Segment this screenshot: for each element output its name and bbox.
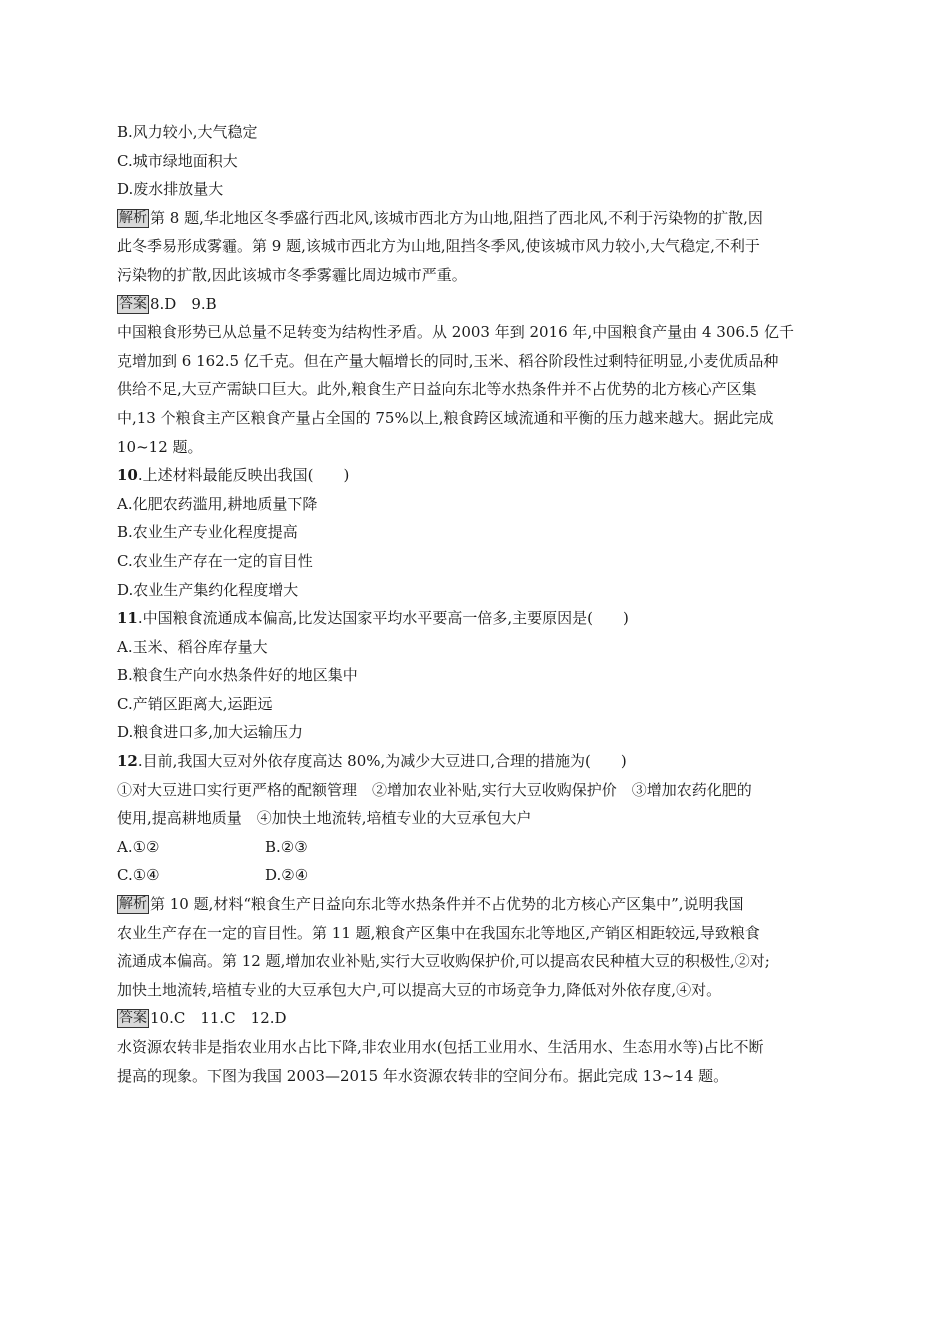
q11-option-a: A.玉米、稻谷库存量大 [117, 637, 268, 656]
analysis-8-9 [117, 204, 832, 290]
q11-option-b: B.粮食生产向水热条件好的地区集中 [117, 666, 358, 685]
q10-option-b: B.农业生产专业化程度提高 [117, 523, 298, 542]
material-line: 中,13 个粮食主产区粮食产量占全国的 75%以上,粮食跨区域流通和平衡的压力越来越大。据此完成 [117, 408, 774, 427]
q12-option-b: B.②③ [265, 837, 308, 856]
analysis-10-12 [117, 890, 832, 1004]
q12-option-c: C.①④ [117, 866, 160, 885]
question-number: 10 [117, 466, 138, 485]
analysis-line: 此冬季易形成雾霾。第 9 题,该城市西北方为山地,阻挡冬季风,使该城市风力较小,大气稳定,不利于 [117, 237, 760, 256]
material-line: 水资源农转非是指农业用水占比下降,非农业用水(包括工业用水、生活用水、生态用水等)占比不断 [117, 1038, 764, 1056]
q9-option-c: C.城市绿地面积大 [117, 151, 238, 170]
q11-option-d: D.粮食进口多,加大运输压力 [117, 723, 304, 742]
question-number: 12 [117, 752, 138, 771]
analysis-line: 污染物的扩散,因此该城市冬季雾霾比周边城市严重。 [117, 265, 467, 284]
answer-tag: 答案 [119, 295, 147, 312]
question-number: 11 [117, 609, 138, 628]
answer-tag: 答案 [119, 1010, 147, 1027]
answer-text: 8.D 9.B [150, 294, 217, 313]
material-line: 供给不足,大豆产需缺口巨大。此外,粮食生产日益向东北等水热条件并不占优势的北方核心产区集 [117, 380, 757, 399]
q12-option-a: A.①② [117, 837, 160, 856]
analysis-line: 流通成本偏高。第 12 题,增加农业补贴,实行大豆收购保护价,可以提高农民种植大豆的积极性,②对; [117, 952, 770, 971]
question-stem: .上述材料最能反映出我国( ) [137, 466, 350, 485]
analysis-line: 第 8 题,华北地区冬季盛行西北风,该城市西北方为山地,阻挡了西北风,不利于污染物的扩散,因 [150, 208, 763, 227]
q12-options-row-2 [117, 861, 832, 890]
q12-items-line: ①对大豆进口实行更严格的配额管理 ②增加农业补贴,实行大豆收购保护价 ③增加农药化肥的 [117, 780, 752, 799]
material-line: 克增加到 6 162.5 亿千克。但在产量大幅增长的同时,玉米、稻谷阶段性过剩特征明显,小麦优质品种 [117, 351, 779, 370]
q10-option-a: A.化肥农药滥用,耕地质量下降 [117, 494, 318, 513]
q12-items-line: 使用,提高耕地质量 ④加快土地流转,培植专业的大豆承包大户 [117, 809, 532, 828]
q11-stem [117, 604, 832, 633]
q12-option-d: D.②④ [265, 866, 309, 885]
analysis-line: 农业生产存在一定的盲目性。第 11 题,粮食产区集中在我国东北等地区,产销区相距较远,导致粮食 [117, 923, 760, 942]
analysis-line: 加快土地流转,培植专业的大豆承包大户,可以提高大豆的市场竞争力,降低对外依存度,④对。 [117, 980, 722, 999]
question-stem: .中国粮食流通成本偏高,比发达国家平均水平要高一倍多,主要原因是( ) [137, 609, 629, 628]
answer-10-12 [117, 1004, 832, 1033]
q9-option-d: D.废水排放量大 [117, 180, 224, 199]
analysis-line: 第 10 题,材料“粮食生产日益向东北等水热条件并不占优势的北方核心产区集中”,说明我国 [150, 895, 744, 914]
q10-option-c: C.农业生产存在一定的盲目性 [117, 551, 313, 570]
q10-option-d: D.农业生产集约化程度增大 [117, 580, 299, 599]
q12-options-row-1 [117, 833, 832, 862]
answer-8-9 [117, 290, 832, 319]
document-page [117, 118, 832, 1090]
q12-stem [117, 747, 832, 776]
answer-text: 10.C 11.C 12.D [150, 1009, 287, 1028]
analysis-tag: 解析 [119, 209, 147, 226]
material-line: 10~12 题。 [117, 437, 203, 456]
q11-option-c: C.产销区距离大,运距远 [117, 694, 273, 713]
question-stem: .目前,我国大豆对外依存度高达 80%,为减少大豆进口,合理的措施为( ) [137, 752, 627, 771]
material-line: 提高的现象。下图为我国 2003—2015 年水资源农转非的空间分布。据此完成 13~14 题。 [117, 1066, 729, 1085]
q10-stem [117, 461, 832, 490]
material-10-12 [117, 318, 832, 461]
q9-option-b: B.风力较小,大气稳定 [117, 123, 258, 141]
analysis-tag: 解析 [119, 896, 147, 913]
material-13-14 [117, 1033, 832, 1090]
material-line: 中国粮食形势已从总量不足转变为结构性矛盾。从 2003 年到 2016 年,中国粮食产量由 4 306.5 亿千 [117, 323, 794, 342]
